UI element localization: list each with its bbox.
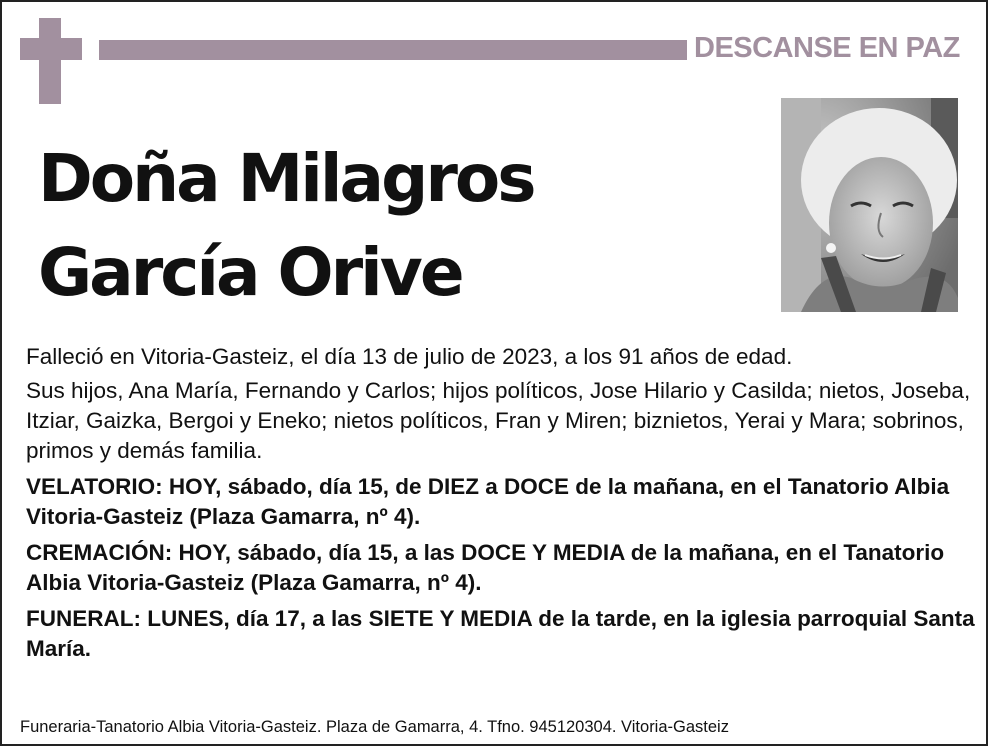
cremacion-text: CREMACIÓN: HOY, sábado, día 15, a las DOCE Y MEDIA de la mañana, en el Tanatorio Albia Vitoria-Gasteiz (Plaza Gamarra, nº 4). (26, 540, 945, 595)
velatorio-text: VELATORIO: HOY, sábado, día 15, de DIEZ a DOCE de la mañana, en el Tanatorio Albia Vitoria-Gasteiz (Plaza Gamarra, nº 4). (26, 474, 950, 529)
deceased-name (38, 132, 534, 320)
deceased-name-line2: García Orive (38, 234, 462, 311)
funeral-text: FUNERAL: LUNES, día 17, a las SIETE Y MEDIA de la tarde, en la iglesia parroquial Santa María. (26, 606, 975, 661)
notice-body (26, 342, 976, 670)
cross-icon (39, 18, 61, 104)
cross-icon-bar (20, 38, 82, 60)
header-bar (99, 40, 687, 60)
family-text: Sus hijos, Ana María, Fernando y Carlos; hijos políticos, Jose Hilario y Casilda; nietos, Joseba, Itziar, Gaizka, Bergoi y Eneko; nietos políticos, Fran y Miren; biznietos, Yerai y Mara; sobrinos, primos y demás familia. (26, 378, 971, 463)
portrait-photo (781, 98, 958, 312)
deceased-name-line1: Doña Milagros (38, 140, 534, 217)
death-notice-text: Falleció en Vitoria-Gasteiz, el día 13 de julio de 2023, a los 91 años de edad. (26, 344, 793, 369)
funeral-home-footer: Funeraria-Tanatorio Albia Vitoria-Gasteiz. Plaza de Gamarra, 4. Tfno. 945120304. Vitoria-Gasteiz (20, 718, 729, 736)
portrait-photo-icon (781, 98, 958, 312)
rest-in-peace-banner: DESCANSE EN PAZ (694, 32, 960, 64)
